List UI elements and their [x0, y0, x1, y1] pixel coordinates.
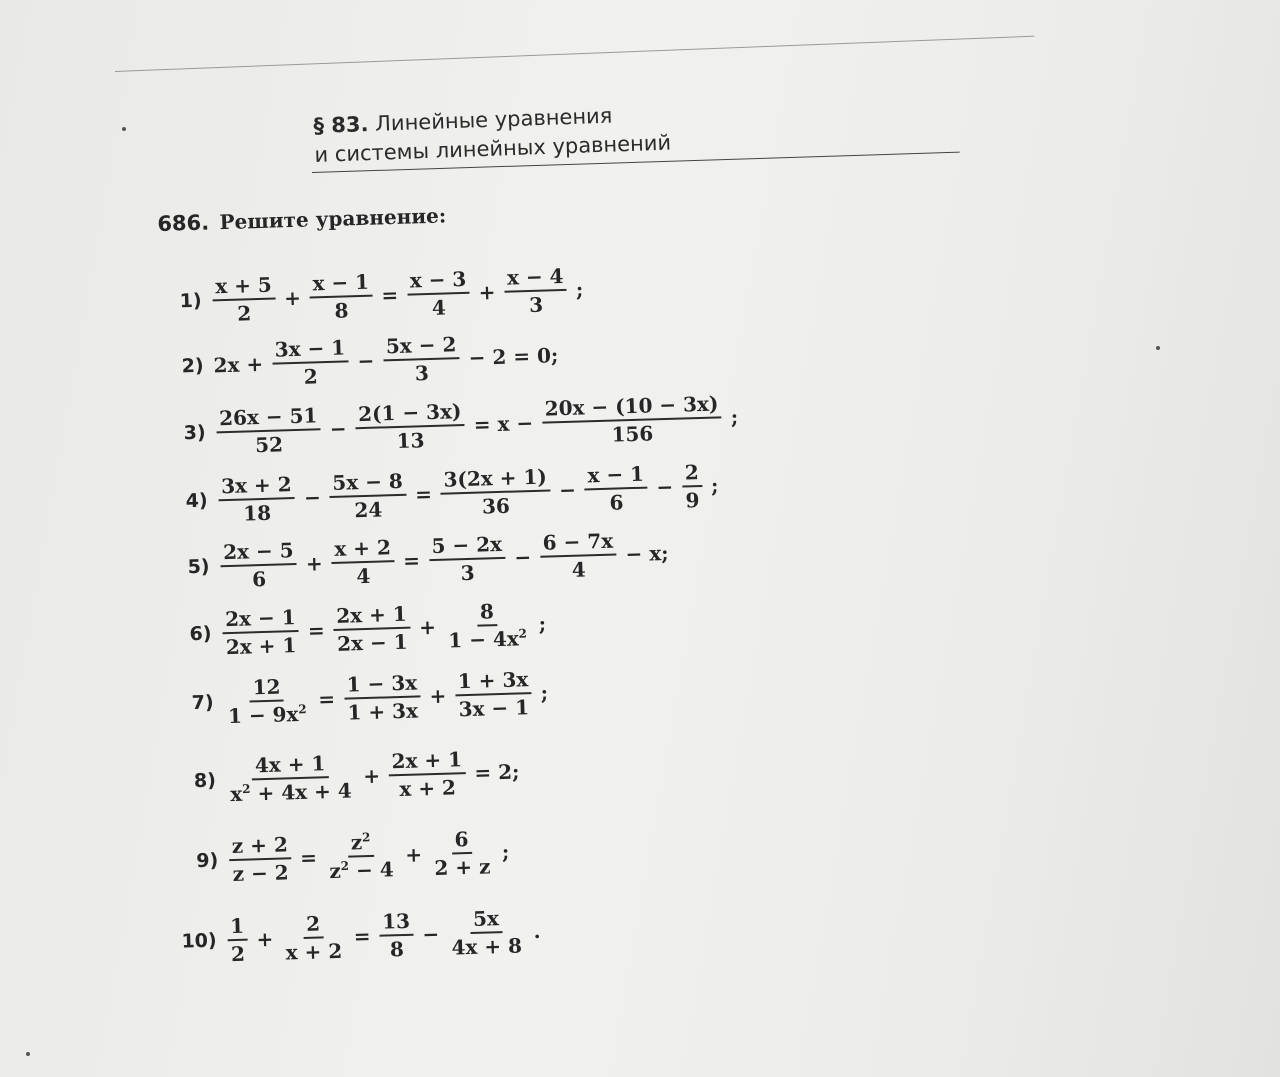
numerator: 5 − 2x — [428, 532, 505, 561]
denominator: 2 — [230, 941, 246, 967]
numerator: 2x + 1 — [333, 602, 410, 631]
numerator: 20x − (10 − 3x) — [541, 391, 721, 423]
operator: = — [414, 481, 433, 507]
denominator: 4 — [431, 295, 447, 320]
operator: + — [404, 842, 423, 867]
fraction — [329, 469, 407, 523]
denominator: $z^2 - 4$ — [329, 857, 395, 884]
numerator: 2 — [681, 460, 702, 488]
equation-label: 1) — [179, 289, 202, 313]
equation-label: 3) — [183, 421, 206, 445]
section-number: § 83. — [313, 112, 369, 138]
denominator: 2 — [303, 364, 319, 389]
paper-speck — [26, 1052, 30, 1056]
fraction — [383, 332, 461, 386]
denominator: 36 — [481, 493, 511, 519]
top-rule — [115, 36, 1034, 72]
numerator: 26x − 51 — [216, 403, 321, 433]
fraction — [379, 909, 414, 962]
numerator: x − 1 — [584, 462, 647, 491]
numerator: 2 — [303, 911, 324, 939]
numerator: $z^2$ — [347, 830, 374, 858]
operator: − — [303, 485, 322, 510]
fraction — [227, 914, 248, 967]
denominator: 3 — [414, 361, 430, 386]
expression-text: ; — [501, 839, 510, 865]
fraction — [584, 462, 648, 516]
numerator: 3x + 2 — [218, 472, 295, 501]
denominator: 2 — [236, 301, 252, 326]
fraction — [218, 472, 296, 526]
denominator: 2x − 1 — [336, 629, 408, 656]
equation-label: 9) — [196, 849, 219, 873]
denominator: 6 — [251, 566, 267, 592]
equation-label: 8) — [193, 769, 217, 793]
fraction — [325, 829, 397, 883]
operator: = — [307, 618, 326, 643]
denominator: $1 - 4x^2$ — [447, 626, 528, 653]
denominator: 13 — [396, 428, 425, 453]
operator: = — [381, 282, 399, 308]
fraction — [428, 532, 506, 586]
fraction — [222, 605, 300, 659]
operator: − — [558, 477, 577, 503]
equation-9 — [176, 826, 515, 888]
numerator: x + 5 — [212, 273, 275, 302]
numerator: 6 — [451, 827, 472, 855]
denominator: 3 — [460, 560, 475, 586]
section-header — [313, 100, 672, 170]
operator: + — [478, 280, 496, 305]
denominator: 8 — [334, 298, 349, 323]
fraction — [271, 335, 349, 389]
operator: + — [305, 551, 324, 576]
equation-5 — [167, 527, 674, 594]
numerator: x − 1 — [309, 270, 372, 299]
fraction — [309, 270, 373, 324]
fraction — [504, 264, 568, 318]
numerator: 5x − 8 — [329, 469, 406, 498]
operator: − — [329, 416, 347, 441]
fraction — [343, 670, 421, 724]
expression-text: ; — [730, 404, 739, 430]
fraction — [388, 747, 466, 801]
numerator: z + 2 — [228, 832, 291, 861]
fraction — [224, 674, 310, 728]
equation-2 — [161, 329, 563, 393]
denominator: 9 — [685, 488, 700, 513]
denominator: 3 — [528, 292, 544, 317]
equation-4 — [165, 459, 723, 528]
denominator: $x^2 + 4x + 4$ — [229, 778, 353, 807]
section-title-line-1: Линейные уравнения — [374, 103, 613, 136]
denominator: 3x − 1 — [458, 695, 530, 722]
equation-6 — [169, 598, 551, 661]
fraction — [226, 750, 355, 806]
numerator: 6 − 7x — [539, 529, 616, 558]
equation-10 — [174, 905, 545, 968]
fraction — [447, 905, 525, 959]
operator: = — [353, 923, 371, 949]
paper-speck — [1156, 346, 1160, 350]
operator: + — [429, 683, 447, 709]
expression-text: ; — [538, 611, 547, 636]
fraction — [282, 911, 346, 965]
numerator: 2x − 5 — [220, 538, 297, 567]
equation-label: 10) — [181, 929, 217, 953]
equation-8 — [173, 745, 524, 807]
fraction — [444, 598, 530, 652]
expression-text: ; — [710, 473, 719, 498]
fraction — [216, 403, 322, 458]
numerator: x − 3 — [406, 267, 469, 296]
operator: + — [256, 926, 274, 952]
numerator: 5x − 2 — [383, 332, 460, 361]
denominator: 8 — [389, 937, 405, 962]
numerator: 13 — [379, 909, 414, 937]
denominator: 18 — [242, 500, 272, 526]
operator: = — [317, 686, 336, 712]
numerator: 3(2x + 1) — [440, 464, 550, 494]
operator: + — [418, 614, 437, 640]
denominator: 24 — [354, 497, 383, 523]
numerator: 12 — [249, 674, 284, 702]
expression-text: 2x + — [213, 351, 264, 378]
operator: − — [357, 348, 375, 374]
denominator: 156 — [611, 421, 654, 447]
denominator: 52 — [254, 432, 284, 458]
equation-7 — [171, 667, 553, 730]
fraction — [539, 529, 617, 583]
equation-label: 5) — [187, 555, 210, 579]
numerator: 5x — [470, 906, 503, 934]
operator: + — [283, 285, 302, 311]
fraction — [220, 538, 298, 592]
denominator: x + 2 — [399, 775, 457, 802]
fraction — [212, 273, 276, 327]
numerator: 1 − 3x — [343, 670, 420, 699]
fraction — [541, 391, 722, 448]
denominator: $1 - 9x^2$ — [227, 702, 307, 729]
operator: − — [514, 545, 532, 570]
expression-text: . — [533, 918, 541, 944]
task-block — [157, 203, 739, 967]
fraction — [406, 267, 470, 321]
fraction — [333, 602, 411, 656]
numerator: 4x + 1 — [252, 751, 329, 780]
operator: − — [656, 474, 674, 500]
operator: + — [362, 763, 381, 789]
task-heading — [157, 203, 447, 236]
denominator: 2x + 1 — [225, 633, 297, 660]
task-number: 686. — [157, 210, 210, 236]
operator: = — [402, 548, 421, 573]
denominator: x + 2 — [285, 938, 343, 965]
task-instruction: Решите уравнение: — [219, 203, 447, 235]
denominator: 4x + 8 — [451, 933, 523, 960]
equation-label: 2) — [181, 354, 204, 378]
expression-text: − x; — [625, 540, 669, 567]
operator: = — [299, 845, 318, 871]
numerator: 3x − 1 — [271, 335, 348, 364]
expression-text: ; — [575, 277, 584, 302]
operator: − — [422, 921, 440, 947]
fraction — [228, 832, 291, 886]
equation-label: 6) — [189, 622, 212, 646]
denominator: 2 + z — [434, 854, 491, 881]
numerator: 1 — [227, 914, 248, 942]
numerator: x + 2 — [331, 535, 394, 564]
denominator: 1 + 3x — [347, 698, 419, 725]
numerator: 2x − 1 — [222, 605, 299, 634]
expression-text: = 2; — [474, 759, 520, 785]
expression-text: − 2 = 0; — [468, 343, 559, 370]
numerator: 2(1 − 3x) — [355, 399, 465, 429]
numerator: 8 — [477, 599, 498, 627]
fraction — [331, 535, 395, 589]
numerator: 2x + 1 — [388, 747, 465, 776]
paper-speck — [122, 127, 126, 131]
fraction — [454, 667, 532, 721]
numerator: 1 + 3x — [454, 667, 531, 696]
denominator: 4 — [356, 563, 371, 589]
fraction — [430, 826, 493, 880]
section-title-line-2: и системы линейных уравнений — [314, 130, 672, 167]
denominator: 4 — [571, 557, 587, 582]
denominator: z − 2 — [232, 860, 289, 887]
expression-text: ; — [540, 680, 549, 705]
fraction — [440, 464, 551, 519]
expression-text: = x − — [473, 410, 534, 437]
numerator: x − 4 — [504, 264, 567, 293]
denominator: 6 — [609, 490, 624, 515]
equation-1 — [159, 263, 588, 328]
fraction — [355, 399, 466, 454]
equation-3 — [163, 391, 743, 460]
equation-label: 4) — [185, 489, 208, 513]
fraction — [681, 460, 702, 513]
equation-label: 7) — [191, 691, 214, 715]
